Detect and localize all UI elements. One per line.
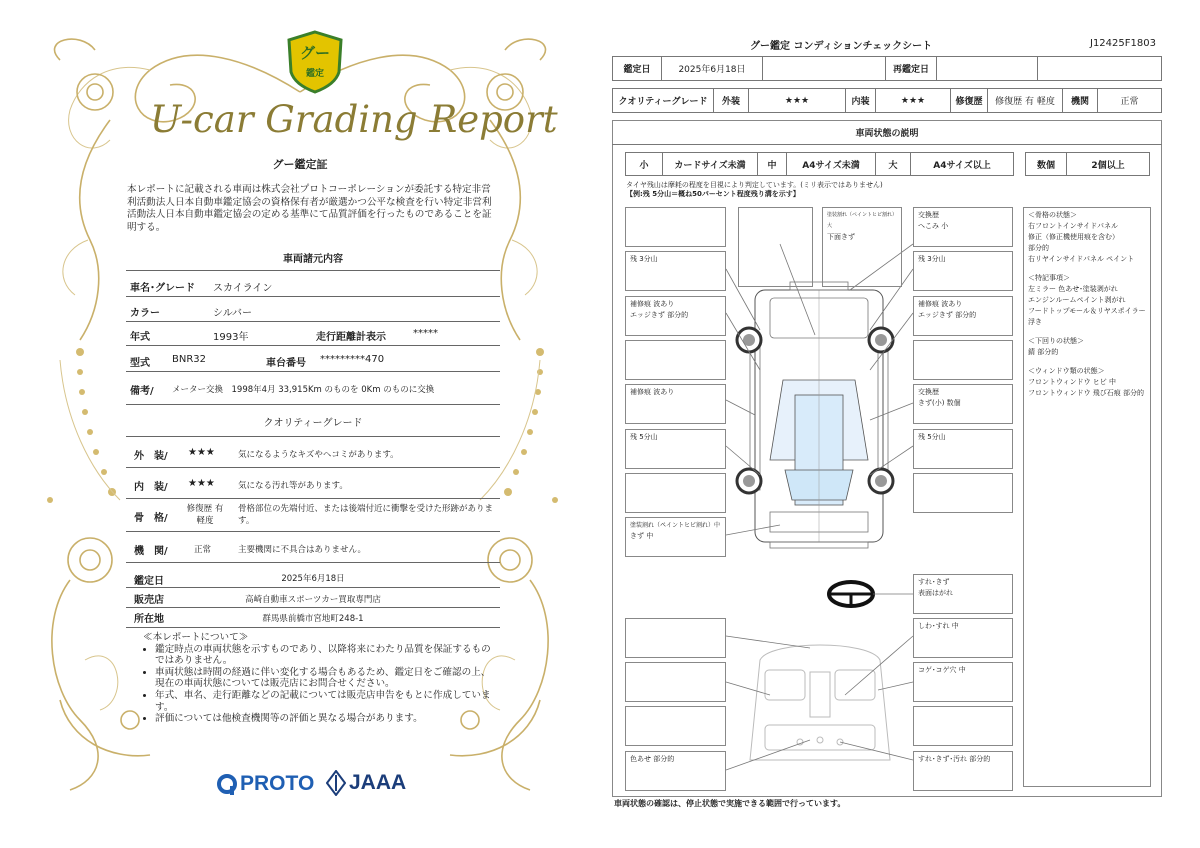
frame-label: 骨 格/ (134, 513, 168, 524)
exterior-text: 気になるようなキズやヘコミがあります。 (238, 450, 399, 460)
condition-box (738, 207, 813, 287)
condition-title: 車両状態の説明 (612, 120, 1162, 145)
interior-text: 気になる汚れ等があります。 (238, 481, 348, 491)
jaaa-logo: JAAA (326, 770, 406, 796)
engine-label: 機 関/ (134, 546, 168, 557)
condition-notes: ＜骨格の状態＞ 右フロントインサイドパネル 修正（修正機使用痕を含む） 部分的 右リヤインサイドパネル ペイント ＜特記事項＞ 左ミラー 色あせ･塗装剥がれ エンジンルームペイント剥がれ フードトップモール＆リヤスポイラー 浮き ＜下回りの状態＞ 錆 部分的 ＜ウィンドウ類の状態＞ フロントウィンドウ ヒビ 中 フロントウィンドウ 飛び石痕 部分的 (1023, 207, 1151, 787)
date-value: 2025年6月18日 (661, 56, 763, 81)
size-small-desc: カードサイズ未満 (662, 152, 758, 176)
svg-text:鑑定: 鑑定 (305, 69, 325, 79)
spec-title: 車両諸元内容 (283, 254, 343, 265)
condition-box (625, 706, 726, 746)
condition-box-wheel: すれ･きず 表面はがれ (913, 574, 1013, 614)
quality-label: クオリティーグレード (612, 88, 714, 113)
condition-box: 補修痕 波あり エッジきず 部分的 (625, 296, 726, 336)
tire-example: 【例:残 5分山＝概ね50パーセント程度残り溝を示す】 (626, 190, 800, 198)
exterior-stars: ★★★ (188, 447, 215, 458)
note-item: • 鑑定時点の車両状態を示すものであり、以降将来にわたり品質を保証するものではありません。 (155, 644, 493, 667)
condition-box (625, 207, 726, 247)
condition-box: 塗装割れ（ペイントヒビ割れ）大 下面きず (822, 207, 902, 287)
engine-text: 主要機関に不具合はありません。 (238, 545, 367, 555)
name-value: スカイライン (213, 283, 273, 294)
ext-label: 外装 (713, 88, 749, 113)
notes-title: ≪本レポートについて≫ (143, 632, 249, 643)
condition-box (625, 662, 726, 702)
condition-box: コゲ･コゲ穴 中 (913, 662, 1013, 702)
remarks-label: 備考/ (130, 386, 154, 397)
report-notes (143, 632, 493, 725)
date-label: 鑑定日 (612, 56, 662, 81)
color-value: シルバー (213, 308, 253, 319)
condition-check-sheet (600, 0, 1200, 848)
condition-box: しわ･すれ 中 (913, 618, 1013, 658)
reinspect-label: 再鑑定日 (885, 56, 937, 81)
condition-box: 補修痕 波あり エッジきず 部分的 (913, 296, 1013, 336)
size-mid: 中 (757, 152, 787, 176)
car-interior-view (750, 645, 890, 760)
engine-value: 正常 (194, 545, 212, 555)
condition-box (625, 473, 726, 513)
condition-box-tire-rl: 残 5分山 (625, 429, 726, 469)
proto-logo: PROTO (216, 772, 314, 796)
sheet-title: グー鑑定 コンディションチェックシート (750, 41, 933, 52)
count-value: 2個以上 (1066, 152, 1150, 176)
sheet-footer: 車両状態の確認は、停止状態で実施できる範囲で行っています。 (614, 799, 846, 808)
count-label: 数個 (1025, 152, 1067, 176)
name-label: 車名･グレード (130, 283, 195, 294)
frame-text: 骨格部位の先端付近、または後端付近に衝撃を受けた形跡があります。 (238, 504, 494, 526)
condition-box: 交換歴 へこみ 小 (913, 207, 1013, 247)
sheet-id: J12425F1803 (1090, 38, 1156, 49)
address-value: 群馬県前橋市宮地町248-1 (262, 614, 364, 624)
note-item: • 車両状態は時間の経過に伴い変化する場合もあるため、鑑定日をご確認の上、現在の車両状態については販売店にお問合せください。 (155, 667, 493, 690)
condition-box (625, 340, 726, 380)
condition-box-tire-rr: 残 5分山 (913, 429, 1013, 469)
condition-box: 交換歴 きず(小) 数個 (913, 384, 1013, 424)
quality-title: クオリティーグレード (263, 418, 363, 429)
size-mid-desc: A4サイズ未満 (786, 152, 876, 176)
repair-label: 修復歴 (950, 88, 988, 113)
model-label: 型式 (130, 358, 150, 369)
date-value: 2025年6月18日 (281, 574, 345, 584)
condition-box: 塗装割れ（ペイントヒビ割れ）中 きず 中 (625, 517, 726, 557)
interior-label: 内 装/ (134, 482, 168, 493)
condition-box (913, 340, 1013, 380)
date-label: 鑑定日 (134, 576, 164, 587)
ext-stars: ★★★ (748, 88, 846, 113)
mileage-value: ***** (413, 328, 438, 339)
interior-stars: ★★★ (188, 478, 215, 489)
address-label: 所在地 (134, 614, 164, 625)
goo-kantei-badge (286, 30, 344, 94)
year-value: 1993年 (213, 332, 249, 343)
condition-box (913, 473, 1013, 513)
svg-text:グー: グー (299, 44, 331, 62)
note-item: • 年式、車名、走行距離などの記載については販売店申告をもとに作成しています。 (155, 690, 493, 713)
size-large: 大 (875, 152, 911, 176)
jaaa-mark-icon (326, 770, 346, 796)
tire-note: タイヤ残山は摩耗の程度を目視により判定しています。(ミリ表示ではありません) (626, 181, 883, 189)
condition-box: 色あせ 部分的 (625, 751, 726, 791)
proto-mark-icon (216, 773, 238, 795)
certificate-heading: グー鑑定証 (272, 158, 328, 171)
dealer-label: 販売店 (134, 595, 164, 606)
condition-box: すれ･きず･汚れ 部分的 (913, 751, 1013, 791)
color-label: カラー (130, 308, 160, 319)
condition-box-tire-fr: 残 3分山 (913, 251, 1013, 291)
frame-value: 修復歴 有 軽度 (186, 504, 224, 526)
note-item: • 評価については他検査機関等の評価と異なる場合があります。 (155, 713, 493, 725)
int-stars: ★★★ (875, 88, 951, 113)
int-label: 内装 (845, 88, 876, 113)
repair-value: 修復歴 有 軽度 (987, 88, 1063, 113)
certificate-statement: 本レポートに記載される車両は株式会社プロトコーポレーションが委託する特定非営利活動法人日本自動車鑑定協会の資格保有者が厳選かつ公平な検査を行い特定非営利活動法人日本自動車鑑定協会の定める基準にて品質評価を行ったものであることを証明する。 (127, 184, 492, 233)
size-small: 小 (625, 152, 663, 176)
year-label: 年式 (130, 332, 150, 343)
condition-box: 補修痕 波あり (625, 384, 726, 424)
condition-box-tire-fl: 残 3分山 (625, 251, 726, 291)
vin-label: 車台番号 (266, 358, 306, 369)
remarks-value: メーター交換 1998年4月 33,915Km のものを 0Km のものに交換 (172, 385, 435, 395)
size-large-desc: A4サイズ以上 (910, 152, 1014, 176)
exterior-label: 外 装/ (134, 451, 168, 462)
car-top-view (737, 282, 893, 548)
steering-wheel-icon (829, 582, 873, 606)
engine-label: 機関 (1062, 88, 1098, 113)
model-value: BNR32 (172, 354, 207, 365)
engine-value: 正常 (1097, 88, 1162, 113)
script-title: U-car Grading Report (150, 98, 558, 141)
mileage-label: 走行距離計表示 (316, 332, 386, 343)
condition-box (625, 618, 726, 658)
dealer-value: 高崎自動車スポーツカー買取専門店 (245, 595, 381, 605)
vin-value: *********470 (320, 354, 385, 365)
condition-box (913, 706, 1013, 746)
